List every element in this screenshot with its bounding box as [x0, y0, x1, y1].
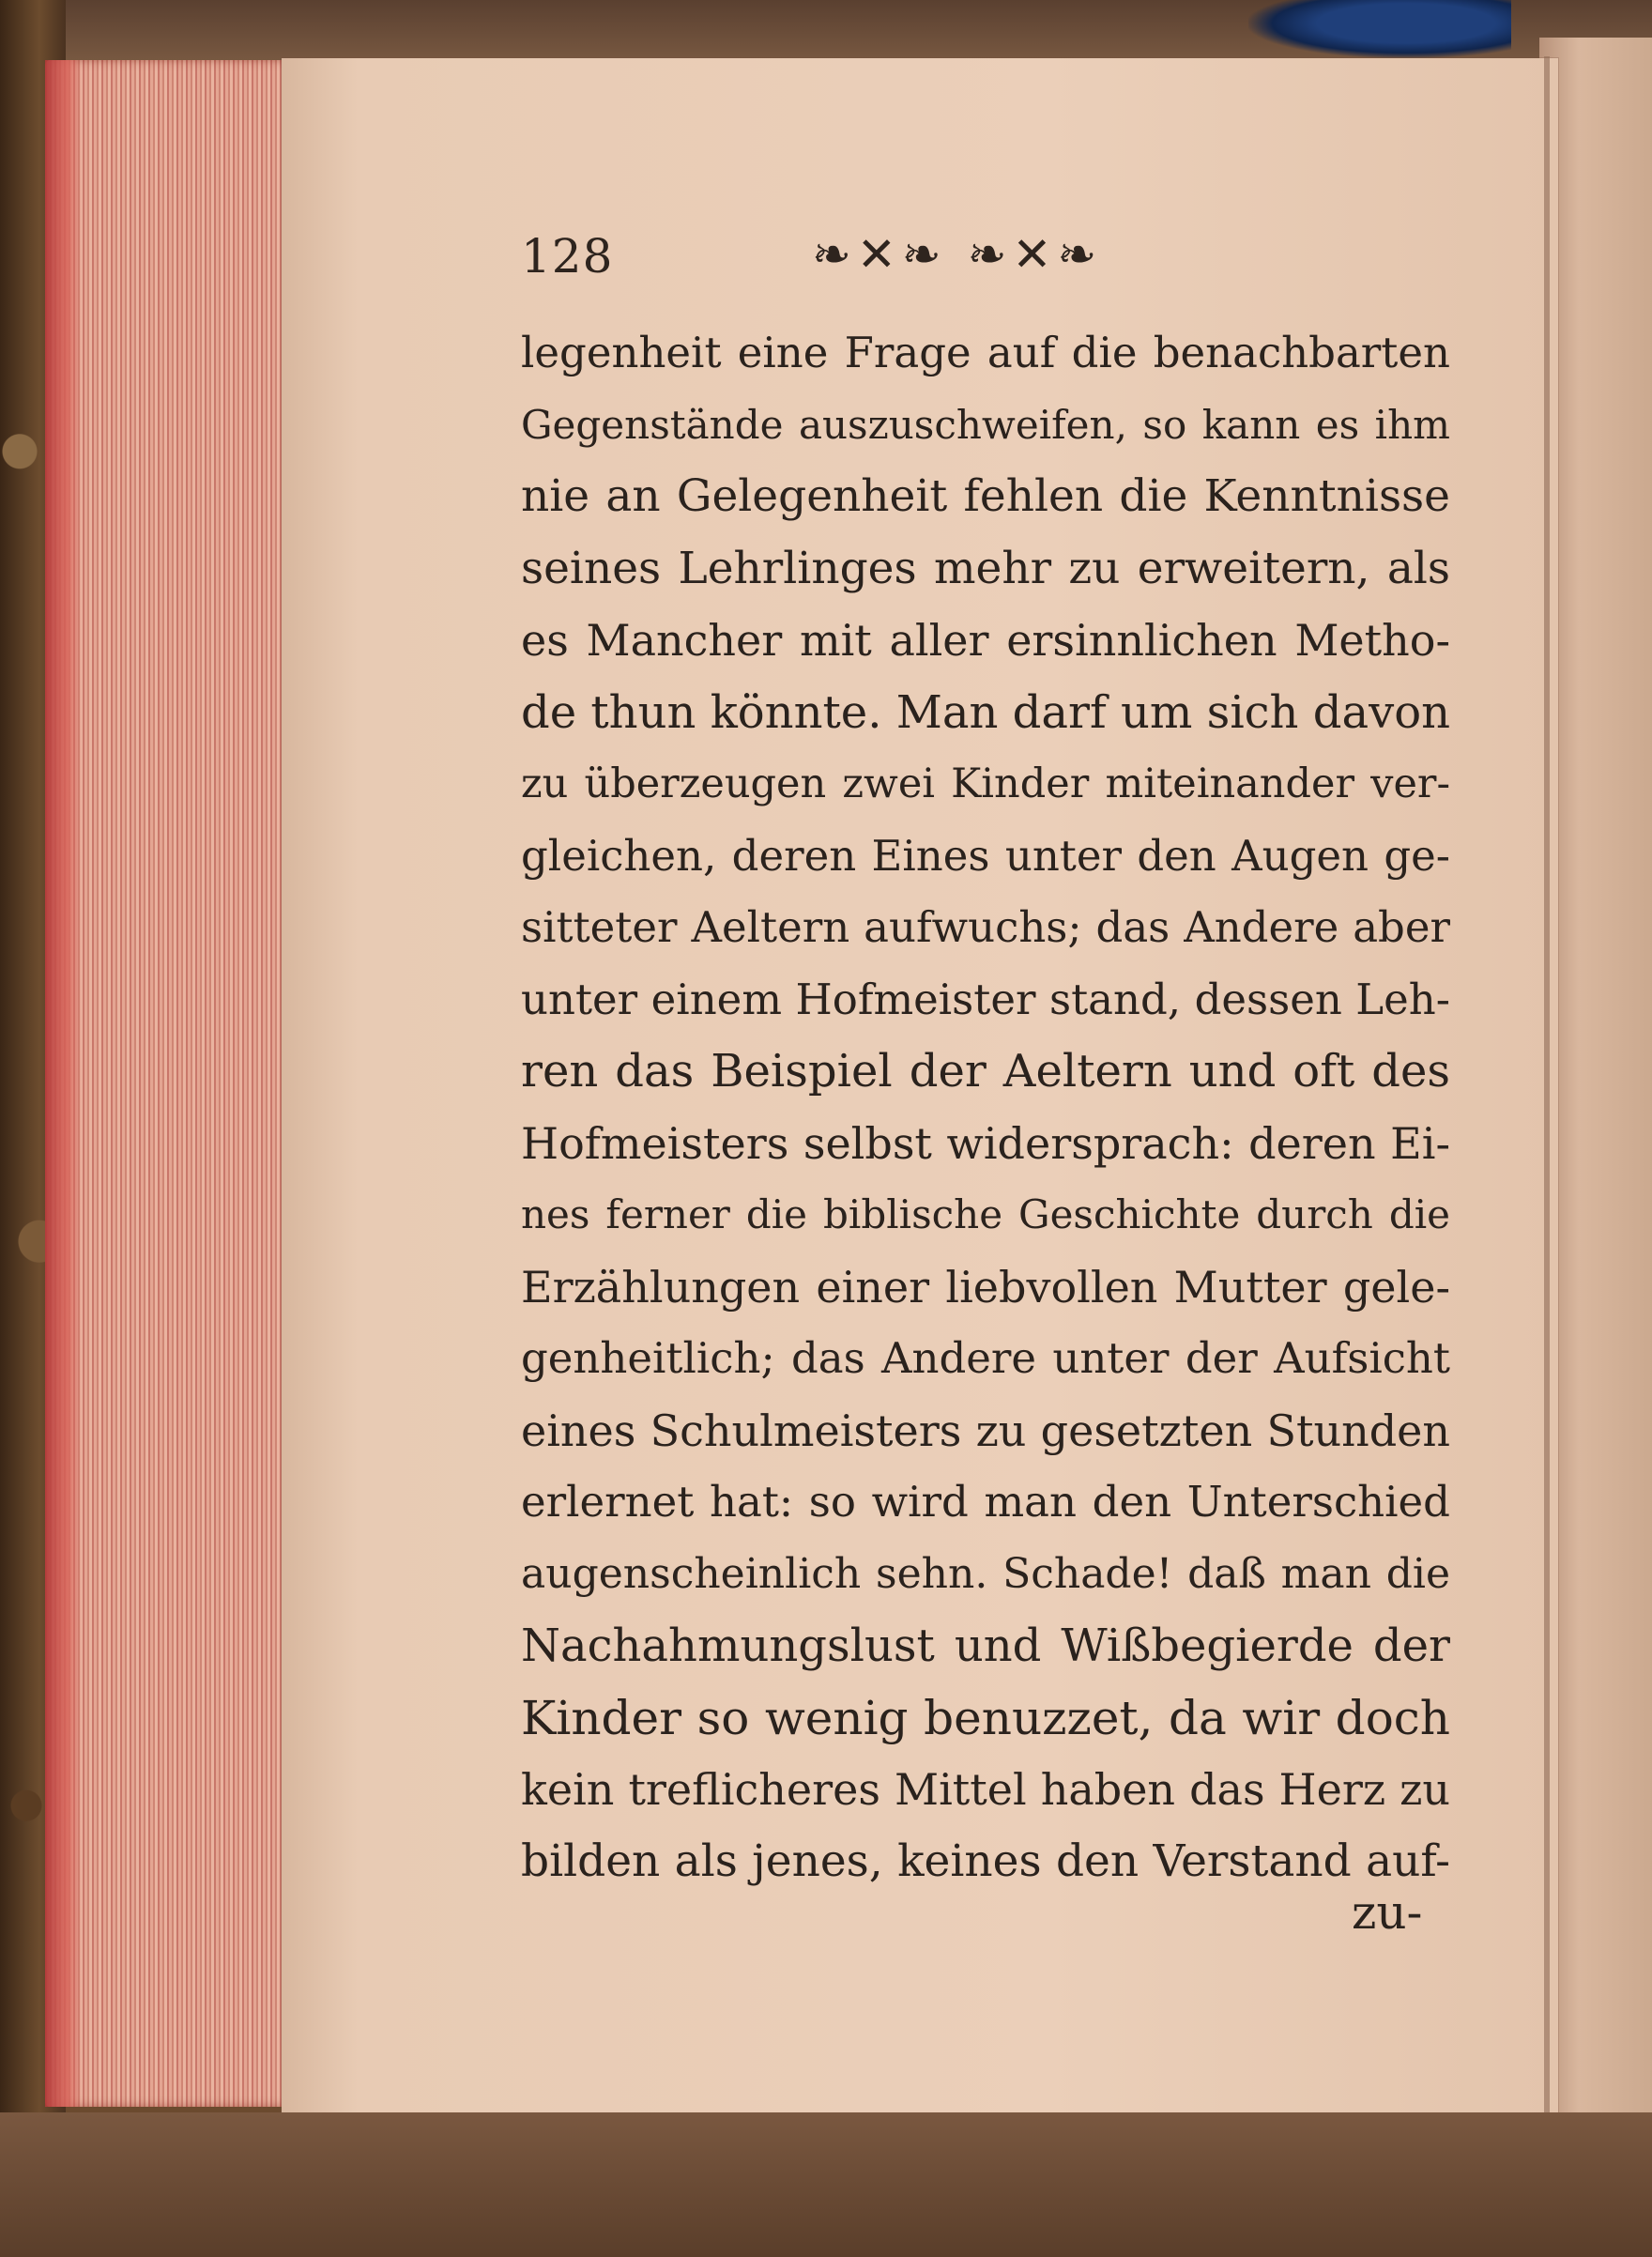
text-line: gleichen, deren Eines unter den Augen ge- [521, 830, 1450, 881]
text-line: nie an Gelegenheit fehlen die Kenntnisse [521, 470, 1450, 522]
text-line: augenscheinlich sehn. Schade! daß man die [521, 1549, 1450, 1598]
gutter-edge [1544, 56, 1550, 2122]
text-line: zu überzeugen zwei Kinder miteinander ver- [521, 760, 1450, 807]
page-number: 128 [521, 229, 614, 284]
text-line: kein treflicheres Mittel haben das Herz zu [521, 1764, 1450, 1815]
page-edges-stack [45, 60, 298, 2107]
header-ornament: ❧✕❧ ❧✕❧ [812, 227, 1103, 282]
text-line: legenheit eine Frage auf die benachbarten [521, 328, 1450, 377]
text-line: Nachahmungslust und Wißbegierde der [521, 1620, 1450, 1672]
text-line: Hofmeisters selbst widersprach: deren Ei- [521, 1117, 1450, 1169]
text-line: Gegenstände auszuschweifen, so kann es ihm [521, 401, 1450, 448]
text-line: Kinder so wenig benuzzet, da wir doch [521, 1690, 1450, 1745]
running-header [521, 222, 1178, 287]
text-line: unter einem Hofmeister stand, dessen Leh- [521, 974, 1450, 1024]
body-text [521, 317, 1450, 1897]
catchword: zu- [1352, 1885, 1423, 1940]
text-line: bilden als jenes, keines den Verstand auf- [521, 1835, 1450, 1887]
bookmark-thread [1248, 0, 1511, 58]
text-line: erlernet hat: so wird man den Unterschied [521, 1477, 1450, 1527]
text-line: Erzählungen einer liebvollen Mutter gele- [521, 1261, 1450, 1313]
text-line: es Mancher mit aller ersinnlichen Metho- [521, 615, 1450, 666]
text-line: ren das Beispiel der Aeltern und oft des [521, 1045, 1450, 1098]
text-line: seines Lehrlinges mehr zu erweitern, als [521, 542, 1450, 594]
bottom-background [0, 2112, 1652, 2257]
text-line: eines Schulmeisters zu gesetzten Stunden [521, 1405, 1450, 1456]
text-line: nes ferner die biblische Geschichte durch die [521, 1191, 1450, 1237]
text-line: genheitlich; das Andere unter der Aufsicht [521, 1333, 1450, 1383]
text-line: de thun könnte. Man darf um sich davon [521, 685, 1450, 739]
text-line: sitteter Aeltern aufwuchs; das Andere aber [521, 902, 1450, 952]
